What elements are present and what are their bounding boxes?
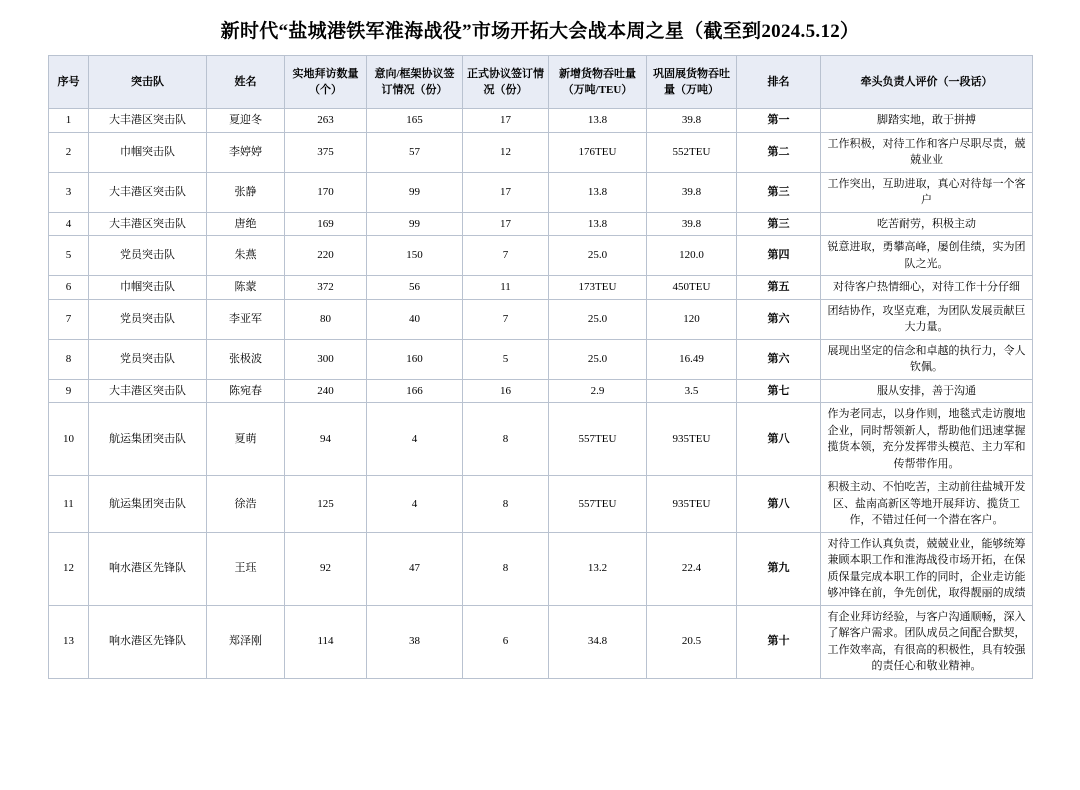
- cell-visits: 80: [285, 299, 367, 339]
- cell-comment: 对待工作认真负责，兢兢业业，能够统筹兼顾本职工作和淮海战役市场开拓，在保质保量完成本职工作的同时，企业走访能够冲锋在前，争先创优，取得靓丽的成绩: [821, 532, 1033, 605]
- cell-comment: 服从安排，善于沟通: [821, 379, 1033, 403]
- cell-new-throughput: 25.0: [549, 236, 647, 276]
- table-row: [49, 299, 1033, 339]
- table-row: [49, 212, 1033, 236]
- cell-intent: 40: [367, 299, 463, 339]
- cell-comment: 工作积极，对待工作和客户尽职尽责，兢兢业业: [821, 132, 1033, 172]
- cell-index: 2: [49, 132, 89, 172]
- cell-formal: 5: [463, 339, 549, 379]
- cell-name: 陈宛春: [207, 379, 285, 403]
- cell-intent: 47: [367, 532, 463, 605]
- cell-consolidated: 39.8: [647, 109, 737, 133]
- cell-consolidated: 3.5: [647, 379, 737, 403]
- cell-index: 4: [49, 212, 89, 236]
- cell-name: 朱燕: [207, 236, 285, 276]
- header-name: 姓名: [207, 56, 285, 109]
- table-header: [49, 56, 1033, 109]
- cell-comment: 脚踏实地，敢于拼搏: [821, 109, 1033, 133]
- cell-rank: 第六: [737, 339, 821, 379]
- cell-formal: 6: [463, 605, 549, 678]
- cell-new-throughput: 25.0: [549, 339, 647, 379]
- table-row: [49, 379, 1033, 403]
- cell-formal: 8: [463, 532, 549, 605]
- cell-team: 航运集团突击队: [89, 476, 207, 533]
- cell-index: 6: [49, 276, 89, 300]
- cell-name: 郑泽刚: [207, 605, 285, 678]
- cell-new-throughput: 173TEU: [549, 276, 647, 300]
- week-star-table: [48, 55, 1033, 679]
- cell-team: 响水港区先锋队: [89, 605, 207, 678]
- table-row: [49, 339, 1033, 379]
- cell-formal: 8: [463, 476, 549, 533]
- cell-name: 夏迎冬: [207, 109, 285, 133]
- table-row: [49, 132, 1033, 172]
- header-team: 突击队: [89, 56, 207, 109]
- cell-consolidated: 120.0: [647, 236, 737, 276]
- cell-comment: 展现出坚定的信念和卓越的执行力，令人钦佩。: [821, 339, 1033, 379]
- cell-intent: 99: [367, 212, 463, 236]
- cell-formal: 7: [463, 236, 549, 276]
- table-container: [0, 55, 1080, 679]
- page-title: 新时代“盐城港铁军淮海战役”市场开拓大会战本周之星（截至到2024.5.12）: [220, 21, 860, 42]
- cell-index: 3: [49, 172, 89, 212]
- cell-rank: 第八: [737, 476, 821, 533]
- cell-rank: 第五: [737, 276, 821, 300]
- cell-new-throughput: 13.8: [549, 172, 647, 212]
- cell-rank: 第二: [737, 132, 821, 172]
- cell-new-throughput: 25.0: [549, 299, 647, 339]
- cell-formal: 17: [463, 212, 549, 236]
- cell-visits: 94: [285, 403, 367, 476]
- cell-comment: 积极主动、不怕吃苦，主动前往盐城开发区、盐南高新区等地开展拜访、揽货工作，不错过任何一个潜在客户。: [821, 476, 1033, 533]
- cell-name: 徐浩: [207, 476, 285, 533]
- table-row: [49, 532, 1033, 605]
- cell-consolidated: 450TEU: [647, 276, 737, 300]
- header-row: [49, 56, 1033, 109]
- cell-new-throughput: 2.9: [549, 379, 647, 403]
- table-row: [49, 476, 1033, 533]
- cell-consolidated: 935TEU: [647, 476, 737, 533]
- cell-name: 张静: [207, 172, 285, 212]
- cell-visits: 300: [285, 339, 367, 379]
- cell-name: 唐绝: [207, 212, 285, 236]
- cell-team: 党员突击队: [89, 339, 207, 379]
- cell-rank: 第一: [737, 109, 821, 133]
- cell-index: 7: [49, 299, 89, 339]
- cell-index: 5: [49, 236, 89, 276]
- cell-new-throughput: 13.8: [549, 212, 647, 236]
- cell-new-throughput: 13.8: [549, 109, 647, 133]
- cell-intent: 4: [367, 476, 463, 533]
- cell-visits: 92: [285, 532, 367, 605]
- cell-team: 党员突击队: [89, 299, 207, 339]
- cell-new-throughput: 34.8: [549, 605, 647, 678]
- header-formal: 正式协议签订情况（份）: [463, 56, 549, 109]
- header-index: 序号: [49, 56, 89, 109]
- cell-index: 13: [49, 605, 89, 678]
- cell-new-throughput: 176TEU: [549, 132, 647, 172]
- header-new-throughput: 新增货物吞吐量（万吨/TEU）: [549, 56, 647, 109]
- cell-index: 9: [49, 379, 89, 403]
- cell-visits: 170: [285, 172, 367, 212]
- table-row: [49, 172, 1033, 212]
- table-body: [49, 109, 1033, 679]
- cell-rank: 第四: [737, 236, 821, 276]
- cell-rank: 第三: [737, 172, 821, 212]
- cell-index: 8: [49, 339, 89, 379]
- header-intent: 意向/框架协议签订情况（份）: [367, 56, 463, 109]
- cell-rank: 第三: [737, 212, 821, 236]
- cell-intent: 166: [367, 379, 463, 403]
- cell-team: 大丰港区突击队: [89, 109, 207, 133]
- cell-team: 党员突击队: [89, 236, 207, 276]
- table-row: [49, 605, 1033, 678]
- cell-consolidated: 16.49: [647, 339, 737, 379]
- cell-visits: 125: [285, 476, 367, 533]
- cell-consolidated: 120: [647, 299, 737, 339]
- cell-team: 巾帼突击队: [89, 132, 207, 172]
- cell-team: 巾帼突击队: [89, 276, 207, 300]
- cell-name: 李婷婷: [207, 132, 285, 172]
- header-rank: 排名: [737, 56, 821, 109]
- cell-name: 夏萌: [207, 403, 285, 476]
- cell-new-throughput: 557TEU: [549, 476, 647, 533]
- cell-index: 11: [49, 476, 89, 533]
- cell-visits: 169: [285, 212, 367, 236]
- table-row: [49, 109, 1033, 133]
- cell-intent: 57: [367, 132, 463, 172]
- cell-team: 大丰港区突击队: [89, 379, 207, 403]
- cell-consolidated: 552TEU: [647, 132, 737, 172]
- cell-comment: 工作突出，互助进取，真心对待每一个客户: [821, 172, 1033, 212]
- cell-team: 大丰港区突击队: [89, 172, 207, 212]
- cell-consolidated: 20.5: [647, 605, 737, 678]
- cell-intent: 165: [367, 109, 463, 133]
- cell-new-throughput: 13.2: [549, 532, 647, 605]
- cell-formal: 8: [463, 403, 549, 476]
- cell-visits: 375: [285, 132, 367, 172]
- cell-formal: 7: [463, 299, 549, 339]
- table-row: [49, 276, 1033, 300]
- cell-name: 李亚军: [207, 299, 285, 339]
- header-consolidated: 巩固展货物吞吐量（万吨）: [647, 56, 737, 109]
- cell-rank: 第八: [737, 403, 821, 476]
- cell-intent: 150: [367, 236, 463, 276]
- cell-comment: 作为老同志，以身作则，地毯式走访腹地企业，同时帮领新人，帮助他们迅速掌握揽货本领，充分发挥带头模范、主力军和传帮带作用。: [821, 403, 1033, 476]
- cell-intent: 38: [367, 605, 463, 678]
- cell-team: 航运集团突击队: [89, 403, 207, 476]
- cell-intent: 4: [367, 403, 463, 476]
- cell-consolidated: 22.4: [647, 532, 737, 605]
- cell-index: 12: [49, 532, 89, 605]
- cell-index: 1: [49, 109, 89, 133]
- cell-consolidated: 39.8: [647, 212, 737, 236]
- cell-visits: 372: [285, 276, 367, 300]
- cell-formal: 11: [463, 276, 549, 300]
- cell-rank: 第七: [737, 379, 821, 403]
- header-comment: 牵头负责人评价（一段话）: [821, 56, 1033, 109]
- cell-intent: 99: [367, 172, 463, 212]
- cell-formal: 17: [463, 172, 549, 212]
- cell-index: 10: [49, 403, 89, 476]
- cell-name: 张极波: [207, 339, 285, 379]
- cell-visits: 114: [285, 605, 367, 678]
- cell-formal: 16: [463, 379, 549, 403]
- cell-comment: 锐意进取，勇攀高峰，屡创佳绩，实为团队之光。: [821, 236, 1033, 276]
- cell-visits: 240: [285, 379, 367, 403]
- cell-rank: 第十: [737, 605, 821, 678]
- cell-visits: 263: [285, 109, 367, 133]
- cell-name: 王珏: [207, 532, 285, 605]
- cell-consolidated: 39.8: [647, 172, 737, 212]
- cell-formal: 17: [463, 109, 549, 133]
- cell-comment: 对待客户热情细心，对待工作十分仔细: [821, 276, 1033, 300]
- cell-intent: 160: [367, 339, 463, 379]
- cell-team: 响水港区先锋队: [89, 532, 207, 605]
- cell-new-throughput: 557TEU: [549, 403, 647, 476]
- header-visits: 实地拜访数量（个）: [285, 56, 367, 109]
- cell-formal: 12: [463, 132, 549, 172]
- cell-team: 大丰港区突击队: [89, 212, 207, 236]
- cell-rank: 第九: [737, 532, 821, 605]
- cell-comment: 团结协作，攻坚克难，为团队发展贡献巨大力量。: [821, 299, 1033, 339]
- table-row: [49, 403, 1033, 476]
- cell-consolidated: 935TEU: [647, 403, 737, 476]
- cell-intent: 56: [367, 276, 463, 300]
- table-row: [49, 236, 1033, 276]
- cell-comment: 吃苦耐劳，积极主动: [821, 212, 1033, 236]
- cell-name: 陈蒙: [207, 276, 285, 300]
- cell-visits: 220: [285, 236, 367, 276]
- cell-comment: 有企业拜访经验，与客户沟通顺畅，深入了解客户需求。团队成员之间配合默契，工作效率高，有很高的积极性，具有较强的责任心和敬业精神。: [821, 605, 1033, 678]
- cell-rank: 第六: [737, 299, 821, 339]
